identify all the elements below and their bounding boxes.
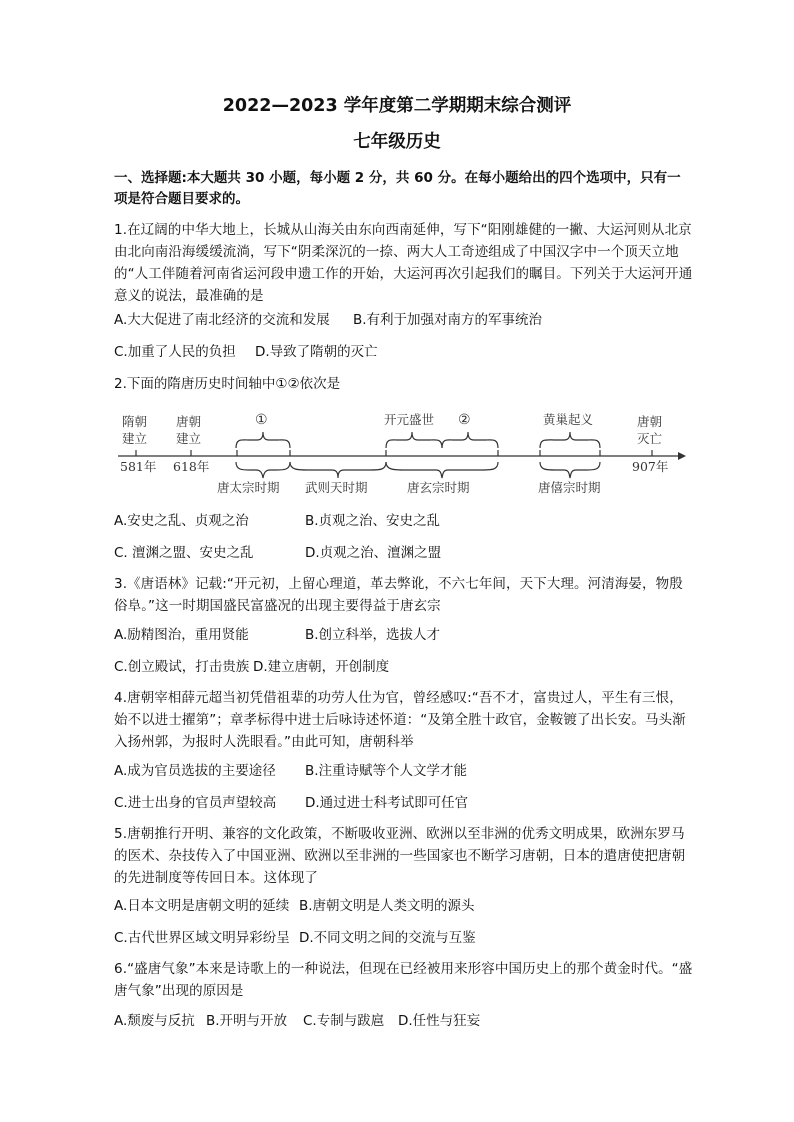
timeline-arrowhead xyxy=(678,452,686,460)
timeline-period-wuzetian: 武则天时期 xyxy=(305,480,368,495)
question-5-stem: 5.唐朝推行开明、兼容的文化政策，不断吸收亚洲、欧洲以至非洲的优秀文明成果，欧洲东罗马的医术、杂技传入了中国亚洲、欧洲以至非洲的一些国家也不断学习唐朝，日本的遣唐使把唐朝的先进制度等传回日本。这体现了 xyxy=(114,826,686,886)
q4-option-c[interactable]: C.进士出身的官员声望较高 xyxy=(114,795,277,811)
timeline-year-618: 618年 xyxy=(173,459,210,474)
exam-subtitle: 七年级历史 xyxy=(353,132,441,152)
q1-option-b[interactable]: B.有利于加强对南方的军事统治 xyxy=(353,312,543,328)
q6-option-d[interactable]: D.任性与狂妄 xyxy=(398,1013,481,1029)
q2-option-a[interactable]: A.安史之乱、贞观之治 xyxy=(114,513,249,529)
timeline-label-tang-end: 唐朝 xyxy=(637,414,663,429)
timeline-label-tang-end-2: 灭亡 xyxy=(637,431,663,446)
timeline-label-kaiyuan: 开元盛世 xyxy=(384,412,435,427)
question-3-stem: 3.《唐语林》记载:“开元初，上留心理道，革去弊讹，不六七年间，天下大理。河清海晏，物殷俗阜。”这一时期国盛民富盛况的出现主要得益于唐玄宗 xyxy=(114,576,683,614)
q3-option-d[interactable]: D.建立唐朝，开创制度 xyxy=(253,659,390,675)
q3-option-b[interactable]: B.创立科举，选拔人才 xyxy=(305,627,441,643)
timeline-period-taizong: 唐太宗时期 xyxy=(217,480,280,495)
q6-option-b[interactable]: B.开明与开放 xyxy=(206,1013,288,1029)
timeline-label-huangchao: 黄巢起义 xyxy=(543,412,594,427)
q3-option-a[interactable]: A.励精图治，重用贤能 xyxy=(114,627,249,643)
exam-title: 2022—2023 学年度第二学期期末综合测评 xyxy=(222,96,572,116)
q5-option-b[interactable]: B.唐朝文明是人类文明的源头 xyxy=(299,898,475,914)
timeline-year-907: 907年 xyxy=(632,459,669,474)
timeline-marker-1: ① xyxy=(255,412,268,428)
timeline-label-tang: 唐朝 xyxy=(176,414,202,429)
question-1-stem: 1.在辽阔的中华大地上，长城从山海关由东向西南延伸，写下“阳刚雄健的一撇、大运河则从北京由北向南沿海缓缓流淌，写下“阴柔深沉的一捺、两大人工奇迹组成了中国汉字中一个顶天立地的“人工伴随着河南省运河段申遗工作的开始，大运河再次引起我们的瞩目。下列关于大运河开通意义的说法，最准确的是 xyxy=(114,222,693,304)
brace-top-2 xyxy=(442,432,498,448)
question-6-stem: 6.“盛唐气象”本来是诗歌上的一种说法，但现在已经被用来形容中国历史上的那个黄金时代。“盛唐气象”出现的原因是 xyxy=(114,961,693,999)
brace-top-huangchao xyxy=(540,432,600,448)
timeline-period-xuanzong: 唐玄宗时期 xyxy=(407,480,470,495)
q6-option-a[interactable]: A.颓废与反抗 xyxy=(114,1013,195,1029)
sui-tang-timeline xyxy=(0,0,794,520)
brace-top-1 xyxy=(236,432,290,448)
q2-option-b[interactable]: B.贞观之治、安史之乱 xyxy=(305,513,441,529)
section-header: 一、选择题:本大题共 30 小题，每小题 2 分，共 60 分。在每小题给出的四个选项中，只有一项是符合题目要求的。 xyxy=(114,170,681,207)
brace-bottom-xuanzong xyxy=(386,462,498,478)
q4-option-b[interactable]: B.注重诗赋等个人文学才能 xyxy=(305,763,468,779)
question-4-stem: 4.唐朝宰相薛元超当初凭借祖辈的功劳人仕为官，曾经感叹:“吾不才，富贵过人，平生有三恨，始不以进士擢第”；章孝标得中进士后咏诗述怀道：“及第全胜十政官，金鞍镀了出长安。马头渐入扬州郭，为报时人洗眼看。”由此可知，唐朝科举 xyxy=(114,690,686,750)
timeline-label-tang-founded: 建立 xyxy=(176,431,202,446)
q5-option-c[interactable]: C.古代世界区域文明异彩纷呈 xyxy=(114,930,290,946)
q4-option-a[interactable]: A.成为官员选拔的主要途径 xyxy=(114,763,276,779)
q1-option-d[interactable]: D.导致了隋朝的灭亡 xyxy=(255,344,378,360)
q6-option-c[interactable]: C.专制与跋扈 xyxy=(303,1013,385,1029)
q5-option-a[interactable]: A.日本文明是唐朝文明的延续 xyxy=(114,898,290,914)
brace-bottom-xizong xyxy=(540,462,600,478)
q1-option-c[interactable]: C.加重了人民的负担 xyxy=(114,344,236,360)
brace-top-kaiyuan xyxy=(386,432,442,448)
q4-option-d[interactable]: D.通过进士科考试即可任官 xyxy=(305,795,469,811)
q2-option-c[interactable]: C. 澶渊之盟、安史之乱 xyxy=(114,545,254,561)
brace-bottom-wuzetian xyxy=(290,462,386,478)
timeline-label-sui-founded: 建立 xyxy=(122,431,148,446)
timeline-label-sui: 隋朝 xyxy=(122,414,148,429)
timeline-period-xizong: 唐僖宗时期 xyxy=(538,480,601,495)
q1-option-a[interactable]: A.大大促进了南北经济的交流和发展 xyxy=(114,312,330,328)
timeline-year-581: 581年 xyxy=(120,459,157,474)
timeline-marker-2: ② xyxy=(458,412,471,428)
q5-option-d[interactable]: D.不同文明之间的交流与互鉴 xyxy=(299,930,476,946)
q2-option-d[interactable]: D.贞观之治、澶渊之盟 xyxy=(305,545,442,561)
q3-option-c[interactable]: C.创立殿试，打击贵族 xyxy=(114,659,250,675)
brace-bottom-taizong xyxy=(236,462,290,478)
question-2-stem: 2.下面的隋唐历史时间轴中①②依次是 xyxy=(114,376,341,392)
